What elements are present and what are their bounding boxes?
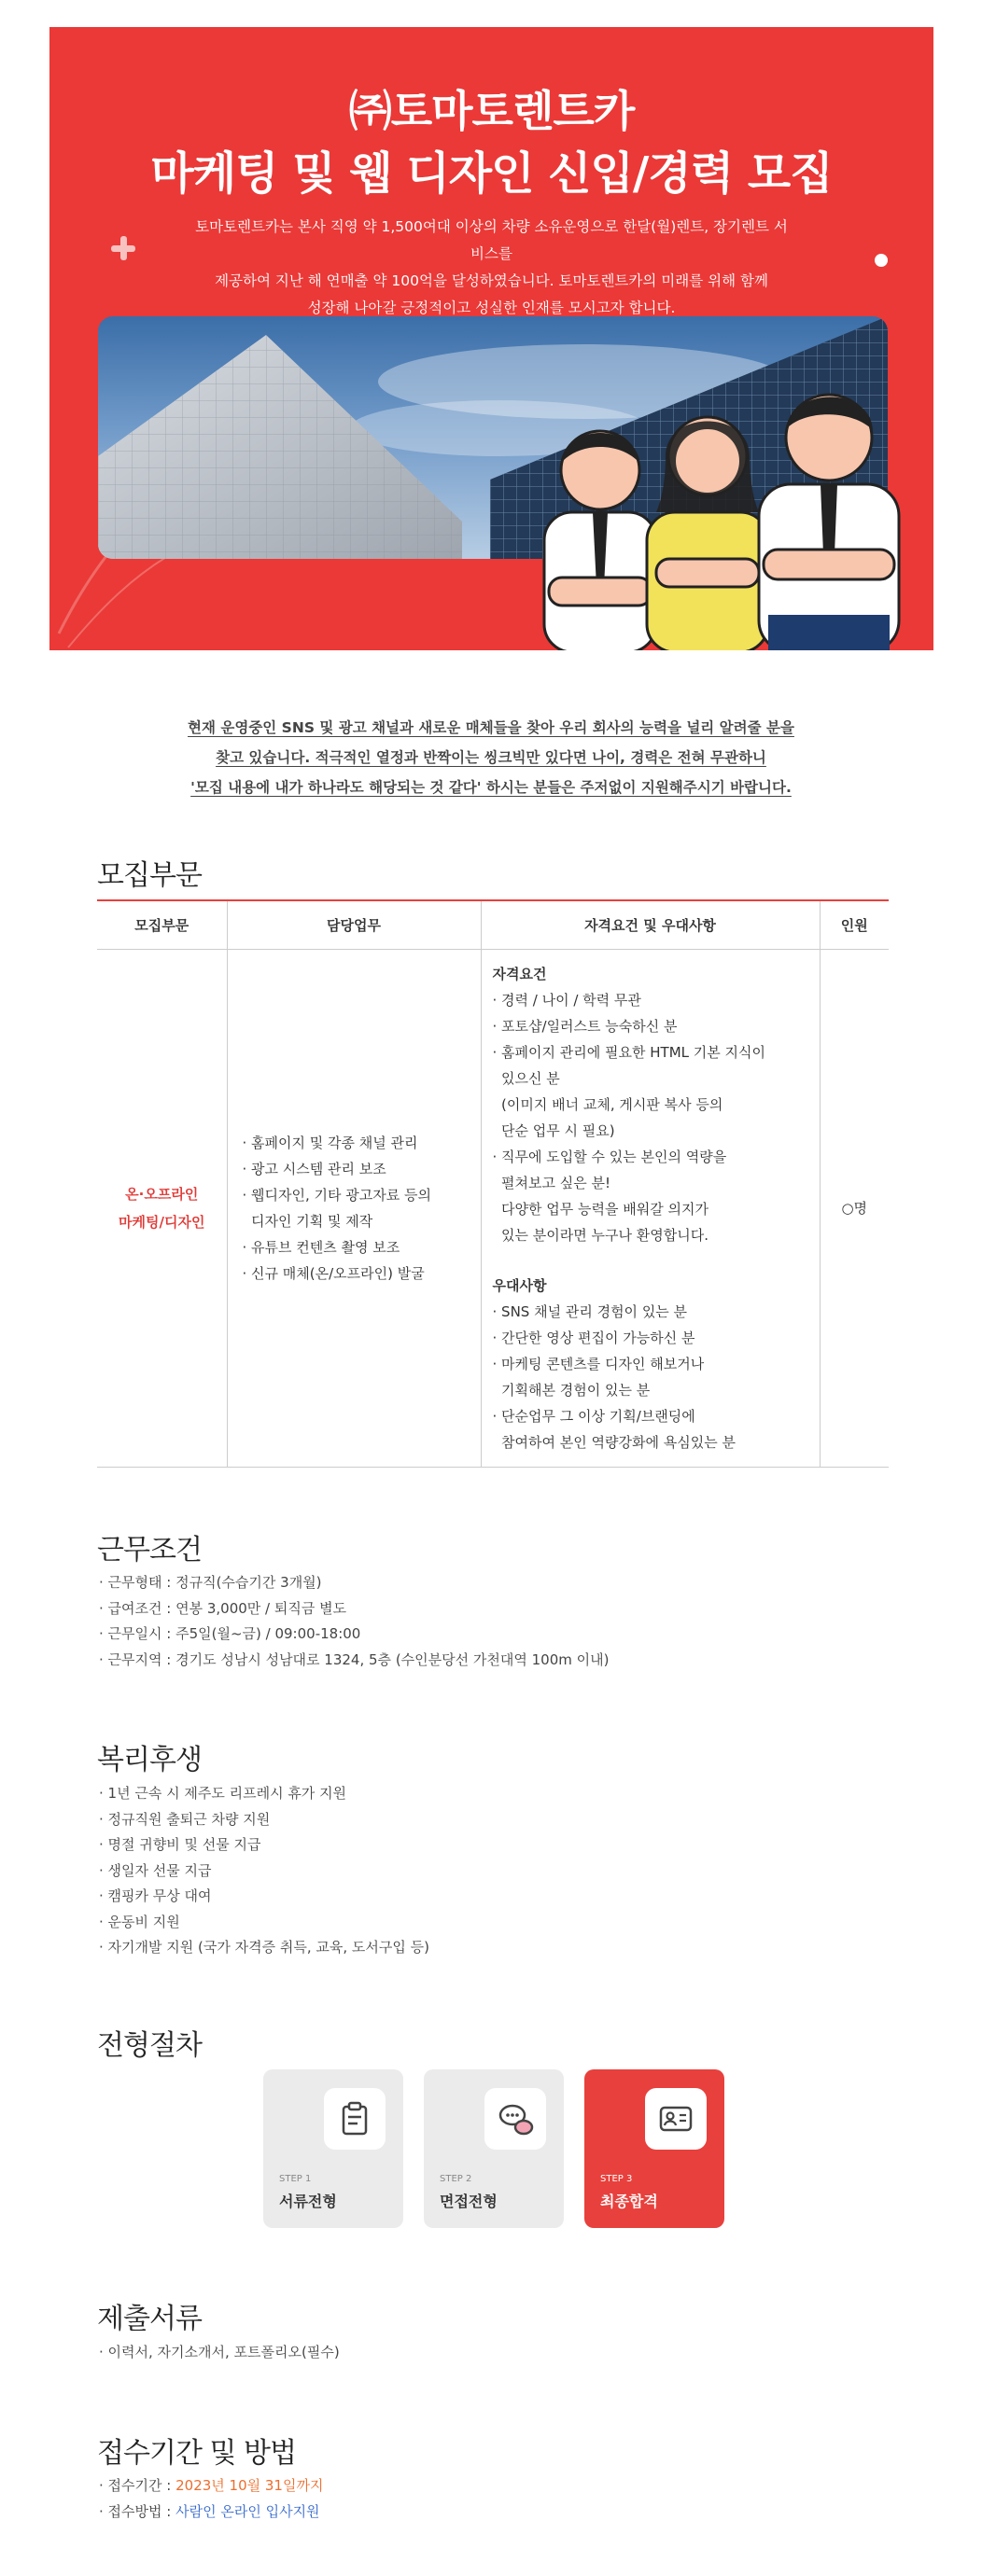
hero-banner	[49, 27, 933, 650]
duty-cell	[227, 949, 481, 1467]
apply-period	[99, 2473, 323, 2499]
list-item: · 직무에 도입할 수 있는 본인의 역량을 펼쳐보고 싶은 분! 다양한 업무 능력을 배워갈 의지가 있는 분이라면 누구나 환영합니다.	[493, 1144, 810, 1248]
method-label: 접수방법 :	[107, 2502, 176, 2520]
list-item: · 운동비 지원	[99, 1910, 429, 1936]
documents-list	[99, 2340, 340, 2366]
intro-text	[140, 713, 842, 802]
recruit-table	[97, 899, 889, 1468]
list-item: · 명절 귀향비 및 선물 지급	[99, 1832, 429, 1859]
apply-section-title: 접수기간 및 방법	[97, 2437, 296, 2470]
recruit-part-cell	[97, 949, 227, 1467]
table-row	[97, 949, 889, 1467]
list-item: · 웹디자인, 기타 광고자료 등의 디자인 기획 및 제작	[243, 1182, 481, 1234]
qualification-heading: 자격요건	[492, 965, 547, 982]
list-item: · 유튜브 컨텐츠 촬영 보조	[243, 1234, 481, 1260]
hero-company-name: ㈜토마토렌트카	[348, 86, 635, 136]
list-item: · 경력 / 나이 / 학력 무관	[493, 987, 810, 1013]
preference-heading: 우대사항	[492, 1276, 547, 1294]
list-item: · 포토샵/일러스트 능숙하신 분	[493, 1013, 810, 1039]
step-label: STEP 1	[279, 2174, 312, 2184]
dot-decoration-icon	[875, 254, 888, 267]
step-label: STEP 3	[600, 2174, 633, 2184]
intro-line: 현재 운영중인 SNS 및 광고 채널과 새로운 매체들을 찾아 우리 회사의 능력을 널리 알려줄 분을	[188, 719, 794, 736]
clipboard-icon	[324, 2088, 386, 2150]
list-item: · 단순업무 그 이상 기획/브랜딩에 참여하여 본인 역량강화에 욕심있는 분	[493, 1403, 810, 1455]
list-item: · 홈페이지 관리에 필요한 HTML 기본 지식이 있으신 분 (이미지 배너 교체, 게시판 복사 등의 단순 업무 시 필요)	[493, 1039, 810, 1144]
list-item: · 신규 매체(온/오프라인) 발굴	[243, 1260, 481, 1287]
table-header: 담당업무	[227, 900, 481, 949]
hero-desc-line: 제공하여 지난 해 연매출 약 100억을 달성하였습니다. 토마토렌트카의 미래를 위해 함께	[215, 272, 768, 289]
table-header: 자격요건 및 우대사항	[481, 900, 820, 949]
step-card-1	[263, 2069, 403, 2228]
list-item: · 광고 시스템 관리 보조	[243, 1156, 481, 1182]
hero-description	[189, 214, 793, 322]
hero-desc-line: 성장해 나아갈 긍정적이고 성실한 인재를 모시고자 합니다.	[307, 299, 676, 316]
plus-decoration-icon	[111, 236, 135, 260]
step-card-3	[584, 2069, 724, 2228]
period-label: 접수기간 :	[107, 2477, 176, 2494]
table-header: 인원	[820, 900, 889, 949]
list-item: · 근무지역 : 경기도 성남시 성남대로 1324, 5층 (수인분당선 가천대역 100m 이내)	[99, 1648, 609, 1674]
part-line: 온·오프라인	[125, 1185, 199, 1203]
list-item: · 1년 근속 시 제주도 리프레시 휴가 지원	[99, 1781, 429, 1807]
hero-desc-line: 토마토렌트카는 본사 직영 약 1,500여대 이상의 차량 소유운영으로 한달(월)렌트, 장기렌트 서비스를	[195, 218, 788, 262]
list-item: · 홈페이지 및 각종 채널 관리	[243, 1130, 481, 1156]
welfare-section-title: 복리후생	[97, 1744, 202, 1776]
id-card-icon	[645, 2088, 707, 2150]
step-card-2	[424, 2069, 564, 2228]
list-item: · 간단한 영상 편집이 가능하신 분	[493, 1325, 810, 1351]
process-section-title: 전형절차	[97, 2029, 202, 2062]
part-line: 마케팅/디자인	[119, 1213, 205, 1231]
recruit-section-title: 모집부문	[97, 859, 202, 892]
conditions-section-title: 근무조건	[97, 1534, 202, 1566]
list-item: · 마케팅 콘텐츠를 디자인 해보거나 기획해본 경험이 있는 분	[493, 1351, 810, 1403]
list-item: · 급여조건 : 연봉 3,000만 / 퇴직금 별도	[99, 1596, 609, 1622]
list-item: · 근무형태 : 정규직(수습기간 3개월)	[99, 1570, 609, 1596]
list-item: · SNS 채널 관리 경험이 있는 분	[493, 1299, 810, 1325]
intro-line: '모집 내용에 내가 하나라도 해당되는 것 같다' 하시는 분들은 주저없이 지원해주시기 바랍니다.	[190, 779, 792, 796]
documents-section-title: 제출서류	[97, 2303, 202, 2335]
table-header: 모집부문	[97, 900, 227, 949]
step-name: 최종합격	[600, 2193, 658, 2210]
list-item: · 이력서, 자기소개서, 포트폴리오(필수)	[99, 2340, 340, 2366]
people-illustration	[526, 372, 908, 650]
conditions-list	[99, 1570, 609, 1673]
chat-bubbles-icon	[484, 2088, 546, 2150]
step-name: 서류전형	[279, 2193, 337, 2210]
duty-list	[243, 1130, 481, 1287]
list-item: · 자기개발 지원 (국가 자격증 취득, 교육, 도서구입 등)	[99, 1935, 429, 1961]
qualification-list	[493, 987, 810, 1248]
list-item: · 근무일시 : 주5일(월~금) / 09:00-18:00	[99, 1622, 609, 1648]
hero-title: 마케팅 및 웹 디자인 신입/경력 모집	[150, 147, 833, 200]
list-item: · 생일자 선물 지급	[99, 1859, 429, 1885]
period-value: 2023년 10월 31일까지	[175, 2477, 324, 2494]
welfare-list	[99, 1781, 429, 1961]
preference-list	[493, 1299, 810, 1455]
step-label: STEP 2	[440, 2174, 472, 2184]
apply-list	[99, 2473, 323, 2525]
step-name: 면접전형	[440, 2193, 498, 2210]
apply-method	[99, 2499, 323, 2526]
list-item: · 캠핑카 무상 대여	[99, 1884, 429, 1910]
qualification-cell	[481, 949, 820, 1467]
headcount-cell: ○명	[820, 949, 889, 1467]
list-item: · 정규직원 출퇴근 차량 지원	[99, 1807, 429, 1833]
method-value[interactable]: 사람인 온라인 입사지원	[175, 2502, 320, 2520]
intro-line: 찾고 있습니다. 적극적인 열정과 반짝이는 씽크빅만 있다면 나이, 경력은 전혀 무관하니	[216, 749, 766, 766]
